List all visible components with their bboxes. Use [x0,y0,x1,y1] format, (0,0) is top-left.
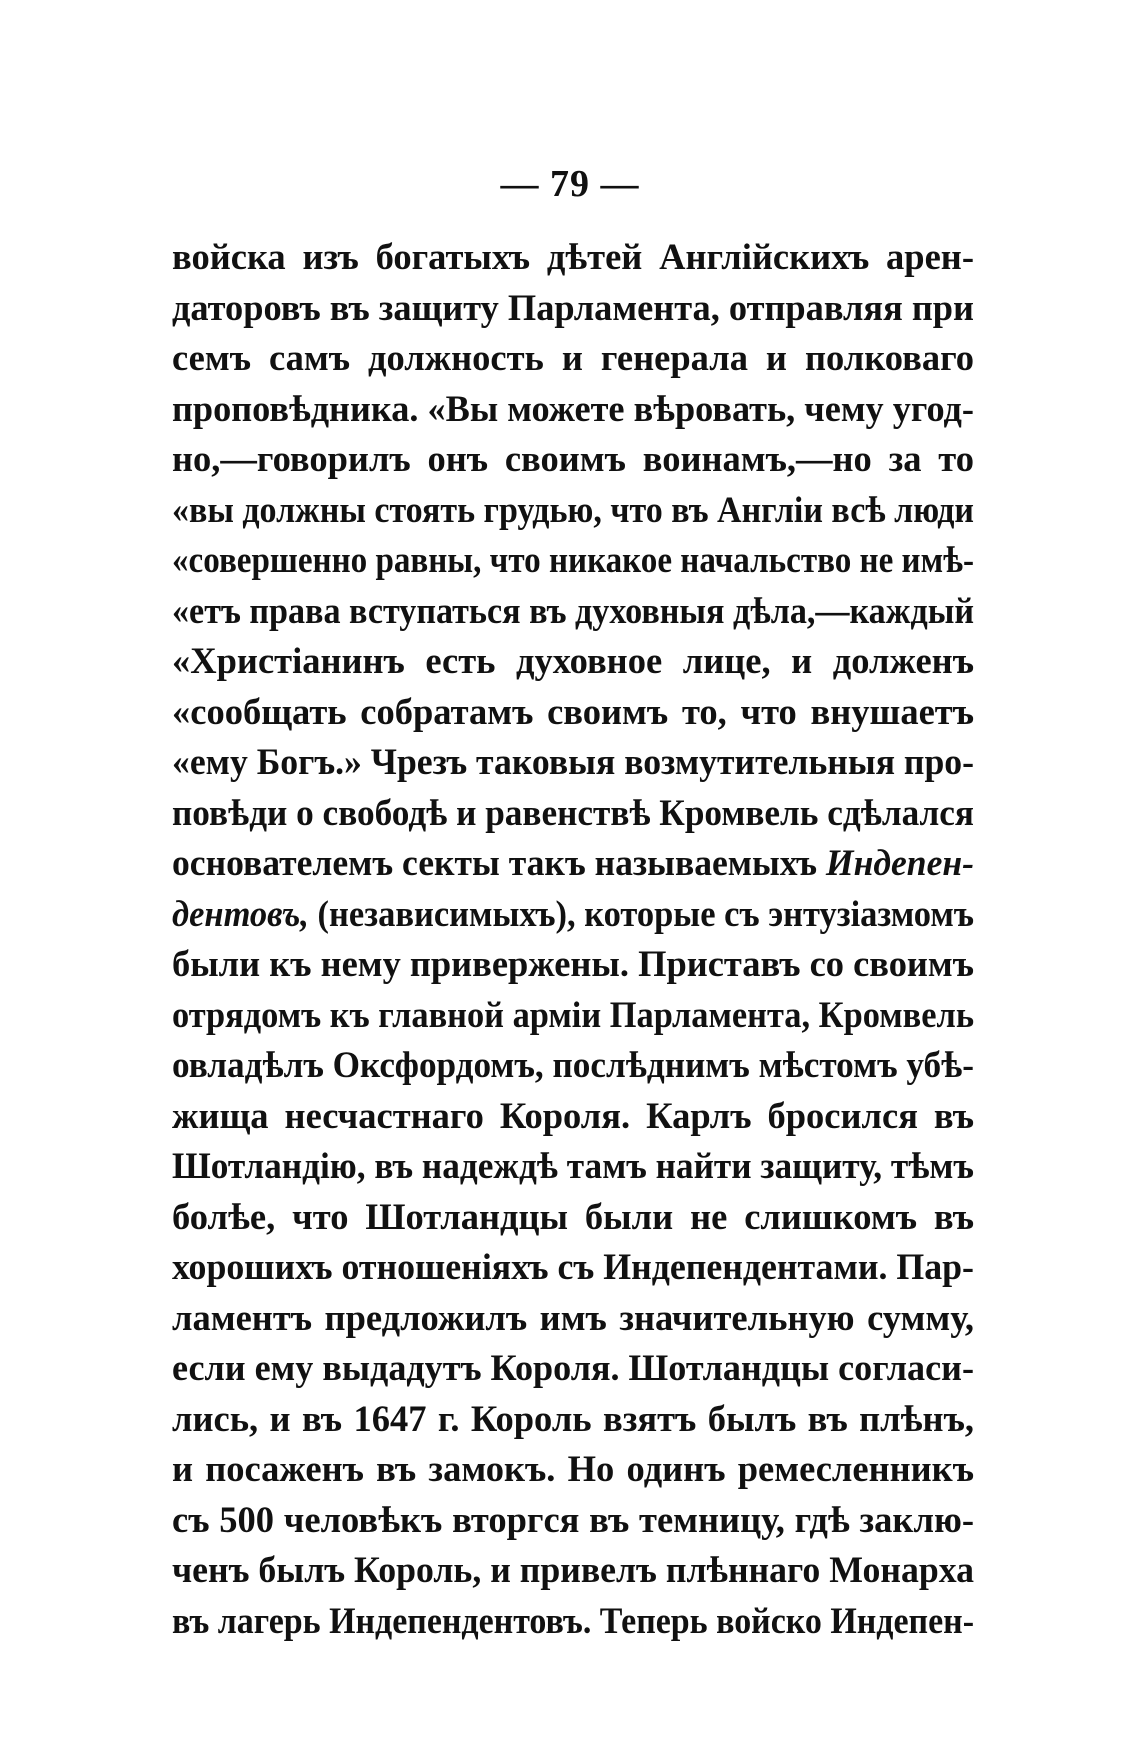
text-line-10: «сообщать собратамъ своимъ то, что внушаетъ [172,690,974,732]
text-line-3: семъ самъ должность и генерала и полковаго [172,337,974,378]
text-line-14 [172,889,974,940]
body-text [172,232,974,1646]
text-line-21: хорошихъ отношеніяхъ съ Индепендентами. Пар- [172,1246,974,1287]
text-line-20: болѣе, что Шотландцы были не слишкомъ въ [172,1195,974,1237]
italic-term-independents-end: дентовъ, [172,892,309,934]
text-line-8: «етъ права вступаться въ духовныя дѣла,—каждый [172,589,974,631]
text-line-5: но,—говорилъ онъ своимъ воинамъ,—но за то [172,438,974,479]
text-line-6: «вы должны стоять грудью, что въ Англіи всѣ люди [172,488,974,530]
text-line-19: Шотландію, въ надеждѣ тамъ найти защиту, тѣмъ [172,1145,974,1186]
text-line-28: въ лагерь Индепендентовъ. Теперь войско Индепен- [172,1599,974,1641]
text-line-23: если ему выдадутъ Короля. Шотландцы согласи- [172,1347,974,1388]
text-line-26: съ 500 человѣкъ вторгся въ темницу, гдѣ заклю- [172,1498,974,1540]
text-line-18: жища несчастнаго Короля. Карлъ бросился въ [172,1094,974,1136]
text-line-1: войска изъ богатыхъ дѣтей Англійскихъ арен- [172,236,974,277]
text-line-15: были къ нему привержены. Приставъ со своимъ [172,943,974,984]
text-line-13 [172,838,974,889]
text-line-14-regular: (независимыхъ), которые съ энтузіазмомъ [317,892,974,934]
text-line-16: отрядомъ къ главной арміи Парламента, Кромвель [172,993,974,1035]
text-line-27: ченъ былъ Король, и привелъ плѣннаго Монарха [172,1549,974,1590]
text-line-7: «совершенно равны, что никакое начальство не имѣ- [172,539,974,580]
text-line-13-regular: основателемъ секты такъ называемыхъ [172,842,818,883]
text-line-17: овладѣлъ Оксфордомъ, послѣднимъ мѣстомъ убѣ- [172,1044,974,1085]
italic-term-independents: Индепен- [825,842,974,883]
text-line-12: повѣди о свободѣ и равенствѣ Кромвель сдѣлался [172,791,974,833]
text-line-22: ламентъ предложилъ имъ значительную сумму, [172,1296,974,1338]
text-line-4: проповѣдника. «Вы можете вѣровать, чему угод- [172,387,974,429]
text-line-24: лись, и въ 1647 г. Король взятъ былъ въ плѣнъ, [172,1397,974,1439]
text-line-9: «Христіанинъ есть духовное лице, и долженъ [172,640,974,681]
page-number: — 79 — [500,163,640,205]
text-line-25: и посаженъ въ замокъ. Но одинъ ремесленникъ [172,1448,974,1489]
text-line-11: «ему Богъ.» Чрезъ таковыя возмутительныя про- [172,741,974,782]
text-line-2: даторовъ въ защиту Парламента, отправляя при [172,286,974,328]
